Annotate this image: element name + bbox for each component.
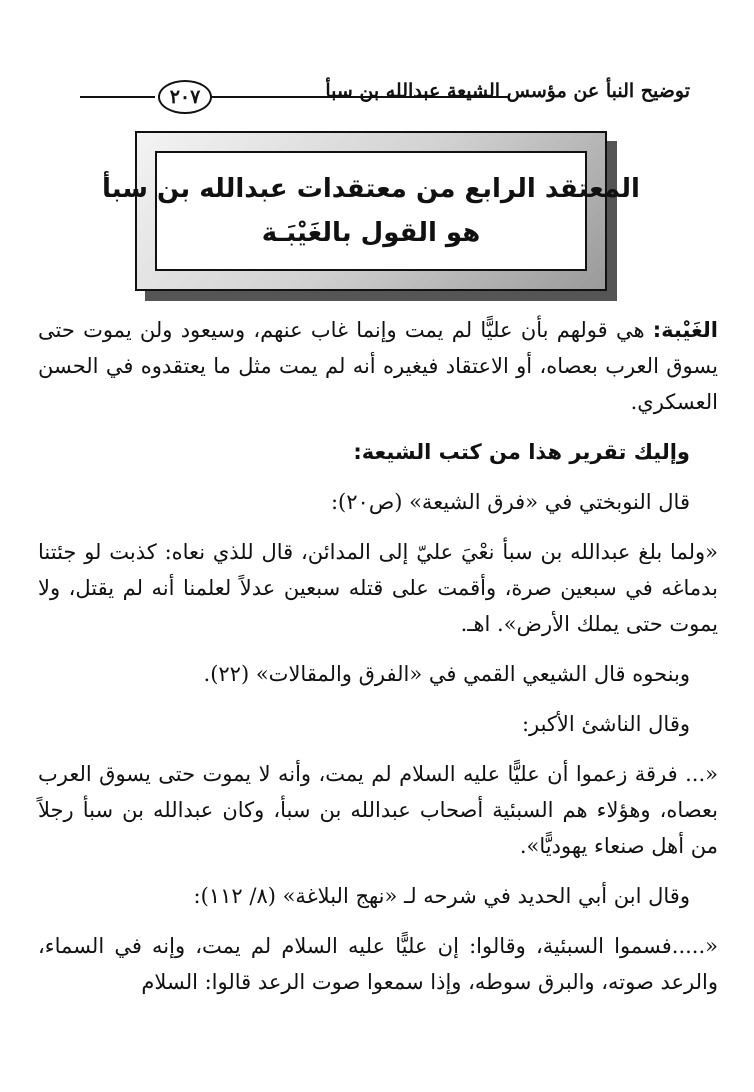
citation-nashi: وقال الناشئ الأكبر: [521, 712, 690, 736]
body-text [38, 312, 718, 1000]
definition-paragraph [38, 312, 718, 420]
chapter-title-line-1: المعتقد الرابع من معتقدات عبدالله بن سبأ [102, 174, 640, 204]
chapter-title-box [102, 131, 640, 291]
page-header [40, 74, 690, 118]
definition-term: الغَيْبة: [652, 318, 718, 342]
citation-qummi: وبنحوه قال الشيعي القمي في «الفرق والمقالات» (٢٢). [203, 662, 690, 686]
chapter-title-line-2: هو القول بالغَيْبَـة [261, 218, 481, 248]
quote-nawbakhti: «ولما بلغ عبدالله بن سبأ نعْيَ عليّ إلى المدائن، قال للذي نعاه: كذبت لو جئتنا بدماغه في سبعين صرة، وأقمت على قتله سبعين عدلاً لعلمنا أنه لم يقتل، ولا يموت حتى يملك الأرض». اهـ. [38, 540, 718, 636]
title-box-bevel [102, 131, 640, 291]
quote-nashi: «... فرقة زعموا أن عليًّا عليه السلام لم يمت، وأنه لا يموت حتى يسوق العرب بعصاه، وهؤلاء هم السبئية أصحاب عبدالله بن سبأ، وكان عبدالله بن سبأ رجلاً من أهل صنعاء يهوديًّا». [38, 762, 718, 858]
page-number: ٢٠٧ [158, 80, 212, 114]
definition-text: هي قولهم بأن عليًّا لم يمت وإنما غاب عنهم، وسيعود ولن يموت حتى يسوق العرب بعصاه، أو الاعتقاد فيغيره أنه لم يمت مثل ما يعتقدوه في الحسن العسكري. [38, 318, 718, 414]
running-title: توضيح النبأ عن مؤسس الشيعة عبدالله بن سبأ [325, 80, 690, 102]
quote-ibn-abi-al-hadid: «.....فسموا السبئية، وقالوا: إن عليًّا عليه السلام لم يمت، وإنه في السماء، والرعد صوته، والبرق سوطه، وإذا سمعوا صوت الرعد قالوا: السلام [38, 934, 718, 994]
citation-nawbakhti: قال النوبختي في «فرق الشيعة» (ص٢٠): [330, 490, 690, 514]
title-box-inner [102, 151, 640, 271]
citation-ibn-abi-al-hadid: وقال ابن أبي الحديد في شرحه لـ «نهج البلاغة» (٨/ ١١٢): [193, 884, 690, 908]
header-rule-left [80, 96, 155, 98]
section-heading: وإليك تقرير هذا من كتب الشيعة: [353, 440, 690, 464]
